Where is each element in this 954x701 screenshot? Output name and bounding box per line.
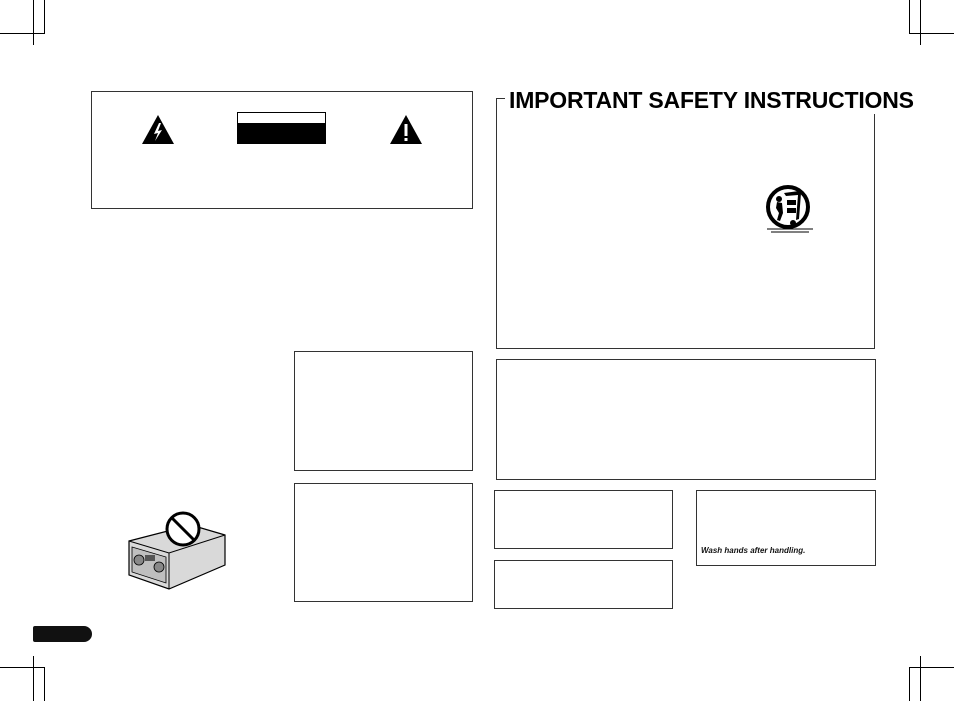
notice-box-upper: [294, 351, 473, 471]
crop-mark-tl-v: [33, 0, 34, 45]
crop-mark-br-v: [920, 656, 921, 701]
caution-label-bottom: [238, 123, 325, 143]
crop-mark-tr-v2: [909, 0, 910, 33]
crop-mark-bl-v2: [44, 667, 45, 701]
notice-box-small-1: [494, 490, 673, 549]
exclamation-warning-icon: [389, 114, 423, 145]
cart-tip-over-icon: [763, 183, 815, 235]
notice-box-lower: [294, 483, 473, 602]
page-number-tab: [33, 626, 92, 642]
crop-mark-tr-h: [909, 33, 954, 34]
crop-mark-bl-v: [33, 656, 34, 701]
crop-mark-tr-v: [920, 0, 921, 45]
no-cover-receiver-icon: [121, 505, 229, 593]
caution-label: [237, 112, 326, 144]
prop65-note: Wash hands after handling.: [701, 546, 806, 555]
crop-mark-bl-h: [0, 667, 45, 668]
crop-mark-br-v2: [909, 667, 910, 701]
lightning-warning-icon: [141, 114, 175, 145]
crop-mark-br-h: [909, 667, 954, 668]
notice-box-small-2: [494, 560, 673, 609]
safety-instructions-box: [496, 98, 875, 349]
caution-label-top: [238, 113, 325, 123]
page-title: IMPORTANT SAFETY INSTRUCTIONS: [505, 86, 918, 114]
notice-box-right: [496, 359, 876, 480]
crop-mark-tl-v2: [44, 0, 45, 33]
shock-warning-box: [91, 91, 473, 209]
crop-mark-tl-h: [0, 33, 45, 34]
